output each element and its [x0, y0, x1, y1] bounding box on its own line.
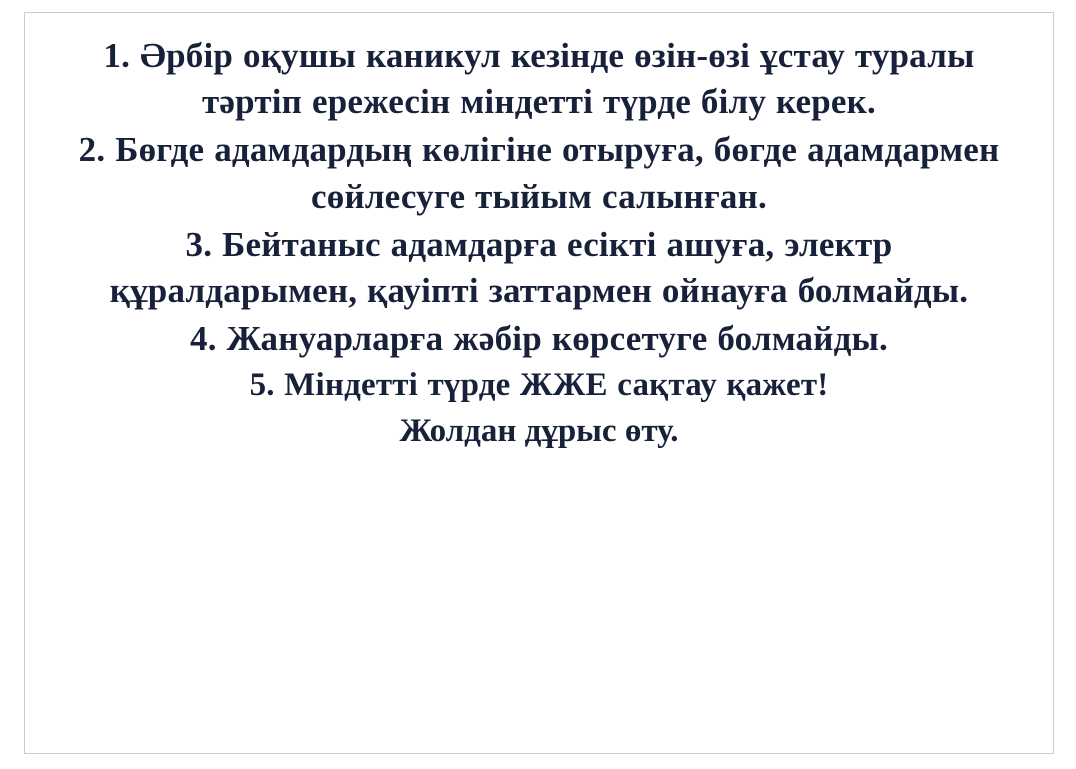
- rule-item-1: [59, 33, 1019, 125]
- rule-item-4: [59, 316, 1019, 362]
- closing-line: Жолдан дұрыс өту.: [399, 412, 679, 449]
- rule-number-5: 5.: [249, 367, 275, 404]
- rule-number-3: 3.: [185, 224, 213, 264]
- rule-item-3: [59, 222, 1019, 314]
- rule-item-2: [59, 127, 1019, 219]
- rule-number-4: 4.: [190, 319, 217, 359]
- rules-card: [24, 12, 1054, 754]
- rule-text-1: Әрбір оқушы каникул кезінде өзін-өзі ұстау туралы тәртіп ережесін міндетті түрде білу керек.: [140, 36, 975, 122]
- rule-text-3: Бейтаныс адамдарға есікті ашуға, электр құралдарымен, қауіпті заттармен ойнауға болмайды.: [109, 224, 969, 310]
- rule-item-5: [59, 364, 1019, 408]
- rule-text-4: Жануарларға жәбір көрсетуге болмайды.: [226, 319, 888, 359]
- rule-number-2: 2.: [78, 130, 106, 170]
- rule-number-1: 1.: [103, 36, 131, 75]
- rules-list: [25, 33, 1053, 453]
- rule-text-5: Міндетті түрде ЖЖЕ сақтау қажет!: [284, 367, 829, 404]
- rule-text-2: Бөгде адамдардың көлігіне отыруға, бөгде адамдармен сөйлесуге тыйым салынған.: [115, 130, 1000, 216]
